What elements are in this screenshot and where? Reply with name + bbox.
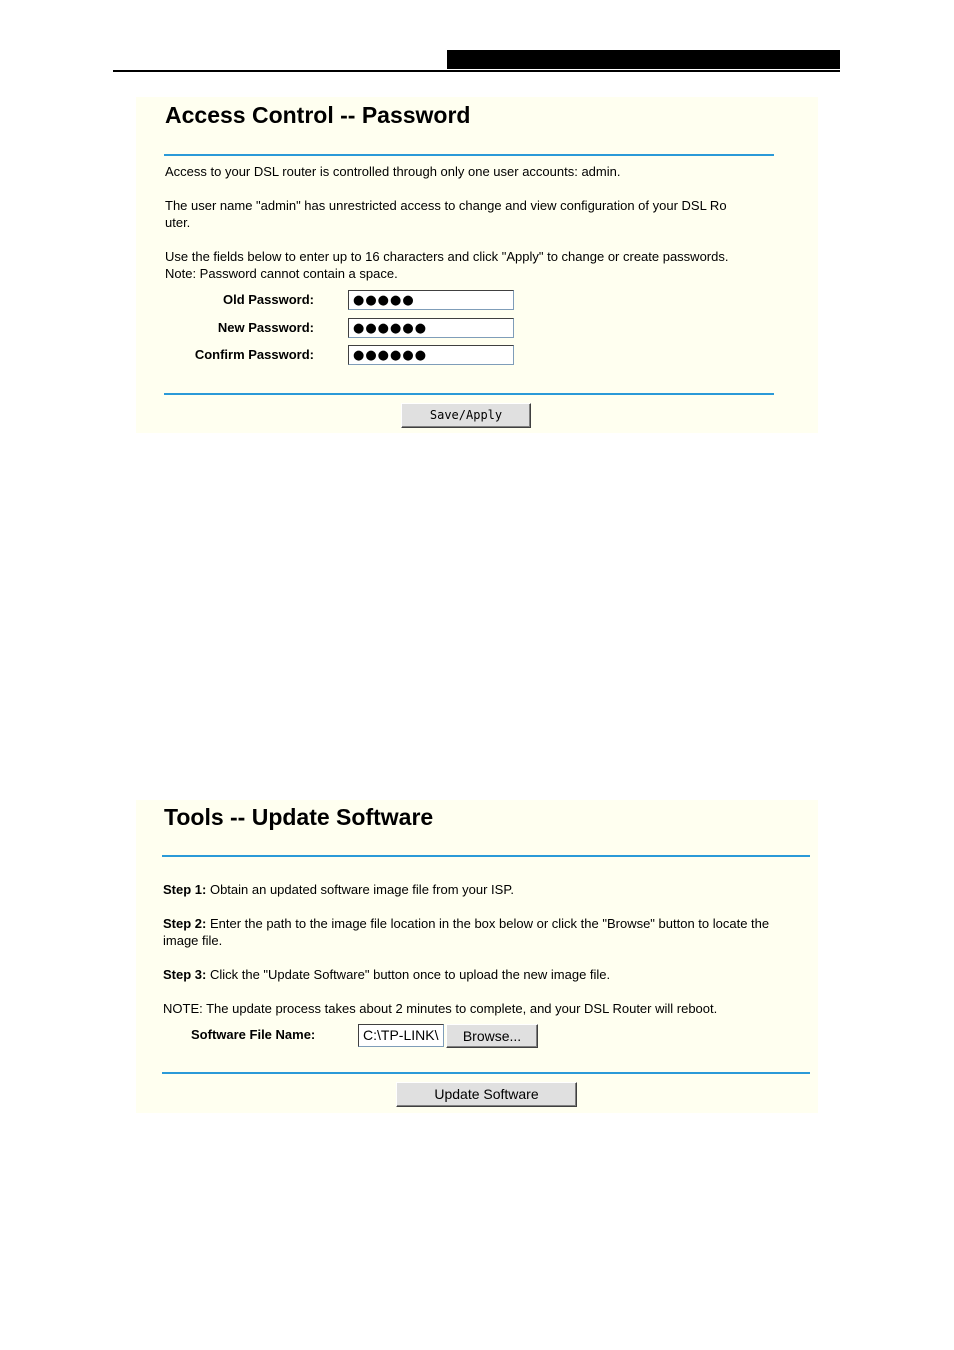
step-3-text: Click the "Update Software" button once to upload the new image file.	[206, 967, 611, 982]
update-note: NOTE: The update process takes about 2 minutes to complete, and your DSL Router will reboot.	[163, 1001, 718, 1016]
step-3-label: Step 3:	[163, 967, 207, 982]
top-rule	[164, 154, 774, 156]
description-line-2: The user name "admin" has unrestricted access to change and view configuration of your DSL Ro	[165, 198, 727, 213]
software-file-input[interactable]: C:\TP-LINK\	[358, 1024, 444, 1047]
bottom-rule	[164, 393, 774, 395]
browse-button[interactable]: Browse...	[446, 1024, 538, 1048]
update-software-panel	[136, 800, 818, 1113]
old-password-label: Old Password:	[222, 292, 314, 307]
step-1-text: Obtain an updated software image file from your ISP.	[206, 882, 514, 897]
page-title: Tools -- Update Software	[164, 804, 434, 830]
update-software-button[interactable]: Update Software	[396, 1082, 577, 1107]
bottom-rule	[162, 1072, 810, 1074]
header-bar	[447, 50, 840, 69]
description-line-3: Use the fields below to enter up to 16 characters and click "Apply" to change or create passwords.	[165, 249, 729, 264]
confirm-password-input[interactable]: ●●●●●●	[348, 345, 514, 365]
software-file-label: Software File Name:	[191, 1027, 316, 1042]
password-panel	[136, 97, 818, 433]
step-1-label: Step 1:	[163, 882, 207, 897]
header-rule	[113, 70, 840, 72]
page-title: Access Control -- Password	[165, 102, 471, 128]
step-1	[163, 881, 514, 898]
note-line: Note: Password cannot contain a space.	[165, 266, 398, 281]
description-line-1: Access to your DSL router is controlled through only one user accounts: admin.	[165, 164, 621, 179]
save-apply-button[interactable]: Save/Apply	[401, 403, 531, 428]
step-2-text-b: image file.	[163, 933, 223, 948]
confirm-password-label: Confirm Password:	[194, 347, 314, 362]
step-2-text: Enter the path to the image file location in the box below or click the "Browse" button to locate the	[206, 916, 770, 931]
step-2-label: Step 2:	[163, 916, 207, 931]
step-2	[163, 915, 769, 932]
new-password-input[interactable]: ●●●●●●	[348, 318, 514, 338]
new-password-label: New Password:	[217, 320, 314, 335]
step-3	[163, 966, 610, 983]
old-password-input[interactable]: ●●●●●	[348, 290, 514, 310]
description-line-2b: uter.	[165, 215, 191, 230]
top-rule	[162, 855, 810, 857]
